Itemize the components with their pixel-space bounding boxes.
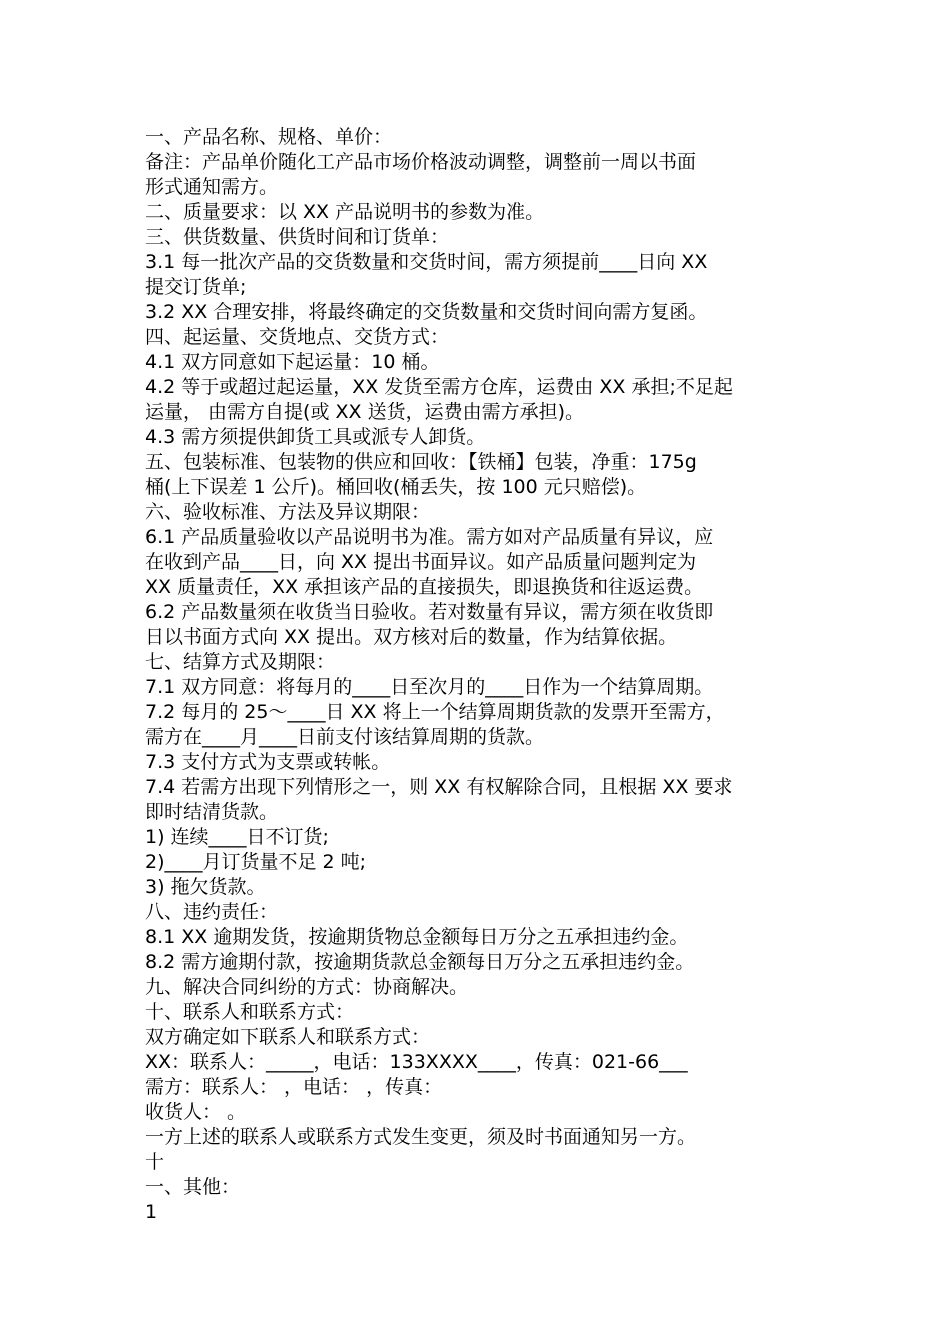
paragraph-line: 7.1 双方同意：将每月的____日至次月的____日作为一个结算周期。 xyxy=(145,676,714,698)
section-heading: 九、解决合同纠纷的方式：协商解决。 xyxy=(145,976,469,998)
paragraph-line: 7.4 若需方出现下列情形之一，则 XX 有权解除合同，且根据 XX 要求 xyxy=(145,776,733,798)
section-heading: 一、其他： xyxy=(145,1176,241,1198)
paragraph-line: 7.3 支付方式为支票或转帐。 xyxy=(145,751,391,773)
paragraph-line: 形式通知需方。 xyxy=(145,176,279,198)
section-heading: 七、结算方式及期限： xyxy=(145,651,336,673)
paragraph-line: 运量， 由需方自提(或 XX 送货，运费由需方承担)。 xyxy=(145,401,584,423)
contact-line: XX：联系人：_____，电话：133XXXX____，传真：021-66___ xyxy=(145,1051,688,1073)
paragraph-line: XX 质量责任，XX 承担该产品的直接损失，即退换货和往返运费。 xyxy=(145,576,704,598)
paragraph-line: 桶(上下误差 1 公斤)。桶回收(桶丢失，按 100 元只赔偿)。 xyxy=(145,476,647,498)
paragraph-line: 4.3 需方须提供卸货工具或派专人卸货。 xyxy=(145,426,486,448)
paragraph-line: 6.2 产品数量须在收货当日验收。若对数量有异议，需方须在收货即 xyxy=(145,601,714,623)
paragraph-line: 6.1 产品质量验收以产品说明书为准。需方如对产品质量有异议，应 xyxy=(145,526,714,548)
paragraph-line: 提交订货单; xyxy=(145,276,247,298)
paragraph-line: 4.1 双方同意如下起运量：10 桶。 xyxy=(145,351,440,373)
contact-line: 收货人： 。 xyxy=(145,1101,247,1123)
paragraph-line: 备注：产品单价随化工产品市场价格波动调整，调整前一周以书面 xyxy=(145,151,697,173)
section-heading: 四、起运量、交货地点、交货方式： xyxy=(145,326,450,348)
paragraph-line: 8.1 XX 逾期发货，按逾期货物总金额每日万分之五承担违约金。 xyxy=(145,926,689,948)
paragraph-line: 4.2 等于或超过起运量，XX 发货至需方仓库，运费由 XX 承担;不足起 xyxy=(145,376,733,398)
list-item: 3) 拖欠货款。 xyxy=(145,876,266,898)
section-heading: 三、供货数量、供货时间和订货单： xyxy=(145,226,450,248)
section-heading: 十 xyxy=(145,1151,165,1173)
paragraph-line: 3.1 每一批次产品的交货数量和交货时间，需方须提前____日向 XX xyxy=(145,251,708,273)
section-heading: 二、质量要求：以 XX 产品说明书的参数为准。 xyxy=(145,201,545,223)
paragraph-line: 即时结清货款。 xyxy=(145,801,279,823)
contact-line: 需方：联系人： ，电话： ，传真： xyxy=(145,1076,443,1098)
section-heading: 一、产品名称、规格、单价： xyxy=(145,126,393,148)
paragraph-line: 在收到产品____日，向 XX 提出书面异议。如产品质量问题判定为 xyxy=(145,551,697,573)
section-heading: 十、联系人和联系方式： xyxy=(145,1001,355,1023)
paragraph-line: 一方上述的联系人或联系方式发生变更，须及时书面通知另一方。 xyxy=(145,1126,697,1148)
paragraph-line: 8.2 需方逾期付款，按逾期货款总金额每日万分之五承担违约金。 xyxy=(145,951,695,973)
section-heading: 六、验收标准、方法及异议期限： xyxy=(145,501,431,523)
document-body xyxy=(145,125,810,1225)
paragraph-line: 7.2 每月的 25～____日 XX 将上一个结算周期货款的发票开至需方， xyxy=(145,701,725,723)
paragraph-line: 3.2 XX 合理安排，将最终确定的交货数量和交货时间向需方复函。 xyxy=(145,301,708,323)
section-heading: 五、包装标准、包装物的供应和回收：【铁桶】包装，净重：175g xyxy=(145,451,697,473)
paragraph-line: 需方在____月____日前支付该结算周期的货款。 xyxy=(145,726,545,748)
list-item: 2)____月订货量不足 2 吨; xyxy=(145,851,367,873)
paragraph-line: 双方确定如下联系人和联系方式： xyxy=(145,1026,431,1048)
list-item: 1) 连续____日不订货; xyxy=(145,826,329,848)
section-heading: 八、违约责任： xyxy=(145,901,279,923)
paragraph-line: 1 xyxy=(145,1201,158,1223)
paragraph-line: 日以书面方式向 XX 提出。双方核对后的数量，作为结算依据。 xyxy=(145,626,678,648)
